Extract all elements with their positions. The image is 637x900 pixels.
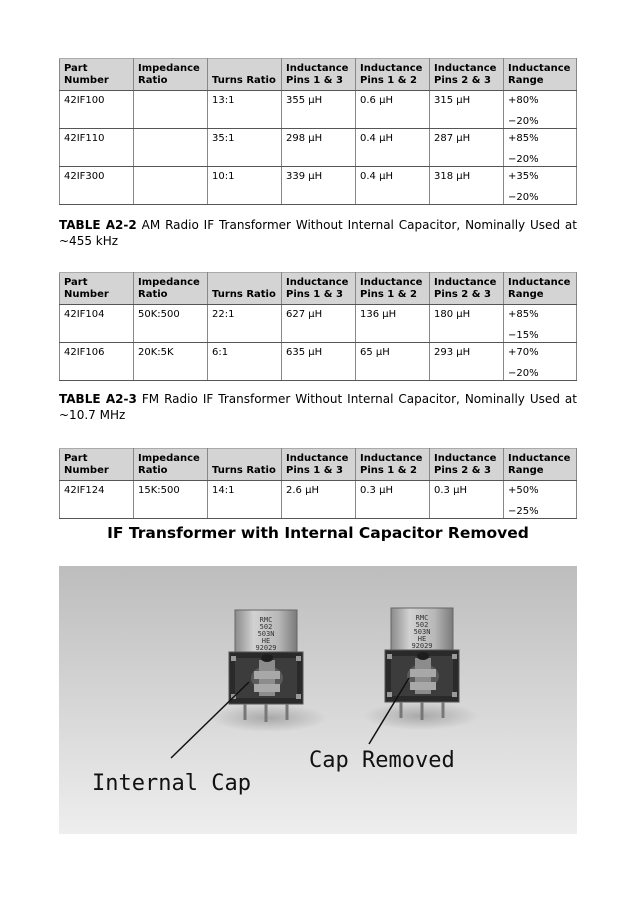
column-header-line: Pins 1 & 2 <box>360 289 417 300</box>
column-header <box>430 273 504 305</box>
can-marking: 502 <box>259 623 273 631</box>
column-header-line: Range <box>508 465 544 476</box>
transformer-photo <box>59 566 577 834</box>
table-cell-l23 <box>430 481 504 519</box>
column-header <box>134 59 208 91</box>
table-row <box>60 91 577 129</box>
table-cell-range <box>504 305 577 343</box>
table-am-if-transformers <box>59 58 577 205</box>
column-header-line: Pins 2 & 3 <box>434 75 491 86</box>
cell-value: 0.3 µH <box>434 485 467 496</box>
range-plus: +85% <box>508 133 539 144</box>
range-minus: −15% <box>508 330 539 341</box>
caption-label: TABLE A2-2 <box>59 218 137 232</box>
cell-value: 293 µH <box>434 347 471 358</box>
column-header-line: Ratio <box>138 75 168 86</box>
column-header-line: Inductance <box>508 453 571 464</box>
table-cell-part <box>60 167 134 205</box>
table-caption-a2-3 <box>59 391 577 423</box>
table-cell-l23 <box>430 129 504 167</box>
column-header <box>430 449 504 481</box>
cell-value: 287 µH <box>434 133 471 144</box>
column-header-line: Pins 2 & 3 <box>434 289 491 300</box>
column-header-line: Inductance <box>286 277 349 288</box>
table-cell-l13 <box>282 305 356 343</box>
table-cell-impedance <box>134 305 208 343</box>
column-header-line: Pins 1 & 2 <box>360 465 417 476</box>
can-marking: HE <box>417 635 427 643</box>
caption-text: AM Radio IF Transformer Without Internal Capacitor, Nominally Used at ~455 kHz <box>59 218 577 248</box>
cell-value: 355 µH <box>286 95 323 106</box>
caption-label: TABLE A2-3 <box>59 392 137 406</box>
range-plus: +85% <box>508 309 539 320</box>
cell-value: 14:1 <box>212 485 235 496</box>
table-row <box>60 305 577 343</box>
column-header-line: Inductance <box>286 63 349 74</box>
table-cell-l23 <box>430 343 504 381</box>
cell-value: 0.6 µH <box>360 95 393 106</box>
table-cell-turns <box>208 167 282 205</box>
table-cell-l13 <box>282 343 356 381</box>
cell-value <box>138 91 204 95</box>
column-header-line: Impedance <box>138 453 200 464</box>
column-header <box>208 273 282 305</box>
table-row <box>60 481 577 519</box>
table-cell-l13 <box>282 167 356 205</box>
column-header-line: Inductance <box>360 453 423 464</box>
cell-value: 627 µH <box>286 309 323 320</box>
table-cell-impedance <box>134 91 208 129</box>
table-cell-range <box>504 167 577 205</box>
table-cell-l23 <box>430 91 504 129</box>
column-header <box>504 273 577 305</box>
table-row <box>60 167 577 205</box>
column-header <box>356 273 430 305</box>
table-cell-l12 <box>356 343 430 381</box>
table-cell-turns <box>208 481 282 519</box>
column-header-line: Part Number <box>64 63 109 86</box>
cell-value: 15K:500 <box>138 485 180 496</box>
table-header-row <box>60 449 577 481</box>
cell-value: 298 µH <box>286 133 323 144</box>
cell-value: 42IF100 <box>64 95 105 106</box>
cell-value: 635 µH <box>286 347 323 358</box>
can-marking: 503N <box>413 628 431 636</box>
table-cell-l23 <box>430 167 504 205</box>
column-header <box>60 273 134 305</box>
table-cell-l13 <box>282 129 356 167</box>
column-header <box>430 59 504 91</box>
range-minus: −20% <box>508 368 539 379</box>
table-cell-l23 <box>430 305 504 343</box>
table-cell-range <box>504 481 577 519</box>
column-header-line: Inductance <box>360 277 423 288</box>
cell-value: 65 µH <box>360 347 390 358</box>
table-cell-turns <box>208 129 282 167</box>
table-cell-l13 <box>282 481 356 519</box>
column-header <box>356 449 430 481</box>
table-cell-l12 <box>356 167 430 205</box>
table-cell-l12 <box>356 305 430 343</box>
column-header <box>504 59 577 91</box>
table-row <box>60 129 577 167</box>
column-header-line: Pins 1 & 3 <box>286 465 343 476</box>
column-header <box>504 449 577 481</box>
range-minus: −25% <box>508 506 539 517</box>
column-header-line: Ratio <box>138 289 168 300</box>
range-plus: +80% <box>508 95 539 106</box>
table-cell-part <box>60 343 134 381</box>
cell-value: 6:1 <box>212 347 229 358</box>
range-minus: −20% <box>508 154 539 165</box>
column-header-line: Inductance <box>434 277 497 288</box>
label-cap-removed: Cap Removed <box>309 748 455 773</box>
column-header-line: Part Number <box>64 453 109 476</box>
table-header-row <box>60 59 577 91</box>
can-marking: 502 <box>415 621 429 629</box>
column-header <box>282 59 356 91</box>
column-header <box>356 59 430 91</box>
range-plus: +50% <box>508 485 539 496</box>
cell-value: 315 µH <box>434 95 471 106</box>
cell-value <box>138 167 204 171</box>
column-header-line: Pins 1 & 3 <box>286 289 343 300</box>
can-marking: RMC <box>259 616 273 624</box>
cell-value: 136 µH <box>360 309 397 320</box>
cell-value <box>138 129 204 133</box>
table-cell-turns <box>208 305 282 343</box>
table-row <box>60 343 577 381</box>
table-cell-part <box>60 481 134 519</box>
can-marking: 92029 <box>255 644 277 652</box>
column-header <box>134 273 208 305</box>
column-header <box>60 59 134 91</box>
column-header-line: Turns Ratio <box>212 289 276 300</box>
photo-title: IF Transformer with Internal Capacitor Removed <box>107 524 529 542</box>
column-header <box>208 59 282 91</box>
column-header-line: Inductance <box>286 453 349 464</box>
column-header-line: Pins 1 & 3 <box>286 75 343 86</box>
cell-value: 13:1 <box>212 95 235 106</box>
table-cell-part <box>60 91 134 129</box>
column-header <box>134 449 208 481</box>
cell-value: 42IF106 <box>64 347 105 358</box>
table-cell-l12 <box>356 91 430 129</box>
column-header <box>208 449 282 481</box>
table-caption-a2-2 <box>59 217 577 249</box>
table-cell-part <box>60 305 134 343</box>
column-header-line: Impedance <box>138 63 200 74</box>
label-internal-cap: Internal Cap <box>92 771 251 796</box>
column-header-line: Inductance <box>508 277 571 288</box>
column-header-line: Impedance <box>138 277 200 288</box>
table-cell-l13 <box>282 91 356 129</box>
cell-value: 20K:5K <box>138 347 174 358</box>
column-header <box>282 273 356 305</box>
cell-value: 42IF300 <box>64 171 105 182</box>
cell-value: 42IF104 <box>64 309 105 320</box>
table-cell-range <box>504 129 577 167</box>
cell-value: 0.4 µH <box>360 171 393 182</box>
table-cell-turns <box>208 91 282 129</box>
cell-value: 50K:500 <box>138 309 180 320</box>
table-cell-part <box>60 129 134 167</box>
column-header-line: Range <box>508 289 544 300</box>
can-marking: 92029 <box>411 642 433 650</box>
column-header-line: Pins 1 & 2 <box>360 75 417 86</box>
table-cell-impedance <box>134 481 208 519</box>
can-marking: 503N <box>257 630 275 638</box>
cell-value: 339 µH <box>286 171 323 182</box>
cell-value: 42IF110 <box>64 133 105 144</box>
table-cell-range <box>504 91 577 129</box>
column-header-line: Turns Ratio <box>212 75 276 86</box>
cell-value: 2.6 µH <box>286 485 319 496</box>
table-cell-l12 <box>356 481 430 519</box>
column-header-line: Pins 2 & 3 <box>434 465 491 476</box>
table-if-transformer-42if124 <box>59 448 577 519</box>
table-header-row <box>60 273 577 305</box>
column-header-line: Inductance <box>434 63 497 74</box>
table-cell-impedance <box>134 167 208 205</box>
table-cell-impedance <box>134 129 208 167</box>
column-header-line: Turns Ratio <box>212 465 276 476</box>
column-header-line: Inductance <box>508 63 571 74</box>
range-minus: −20% <box>508 192 539 203</box>
cell-value: 180 µH <box>434 309 471 320</box>
range-plus: +35% <box>508 171 539 182</box>
column-header-line: Ratio <box>138 465 168 476</box>
column-header-line: Inductance <box>360 63 423 74</box>
column-header <box>60 449 134 481</box>
cell-value: 42IF124 <box>64 485 105 496</box>
table-cell-l12 <box>356 129 430 167</box>
table-cell-impedance <box>134 343 208 381</box>
cell-value: 318 µH <box>434 171 471 182</box>
column-header <box>282 449 356 481</box>
cell-value: 35:1 <box>212 133 235 144</box>
column-header-line: Part Number <box>64 277 109 300</box>
can-marking: RMC <box>415 614 429 622</box>
cell-value: 0.3 µH <box>360 485 393 496</box>
range-plus: +70% <box>508 347 539 358</box>
cell-value: 10:1 <box>212 171 235 182</box>
table-cell-range <box>504 343 577 381</box>
table-cell-turns <box>208 343 282 381</box>
caption-text: FM Radio IF Transformer Without Internal Capacitor, Nominally Used at ~10.7 MHz <box>59 392 577 422</box>
column-header-line: Inductance <box>434 453 497 464</box>
table-fm-if-transformers <box>59 272 577 381</box>
column-header-line: Range <box>508 75 544 86</box>
cell-value: 22:1 <box>212 309 235 320</box>
can-marking: HE <box>261 637 271 645</box>
range-minus: −20% <box>508 116 539 127</box>
cell-value: 0.4 µH <box>360 133 393 144</box>
